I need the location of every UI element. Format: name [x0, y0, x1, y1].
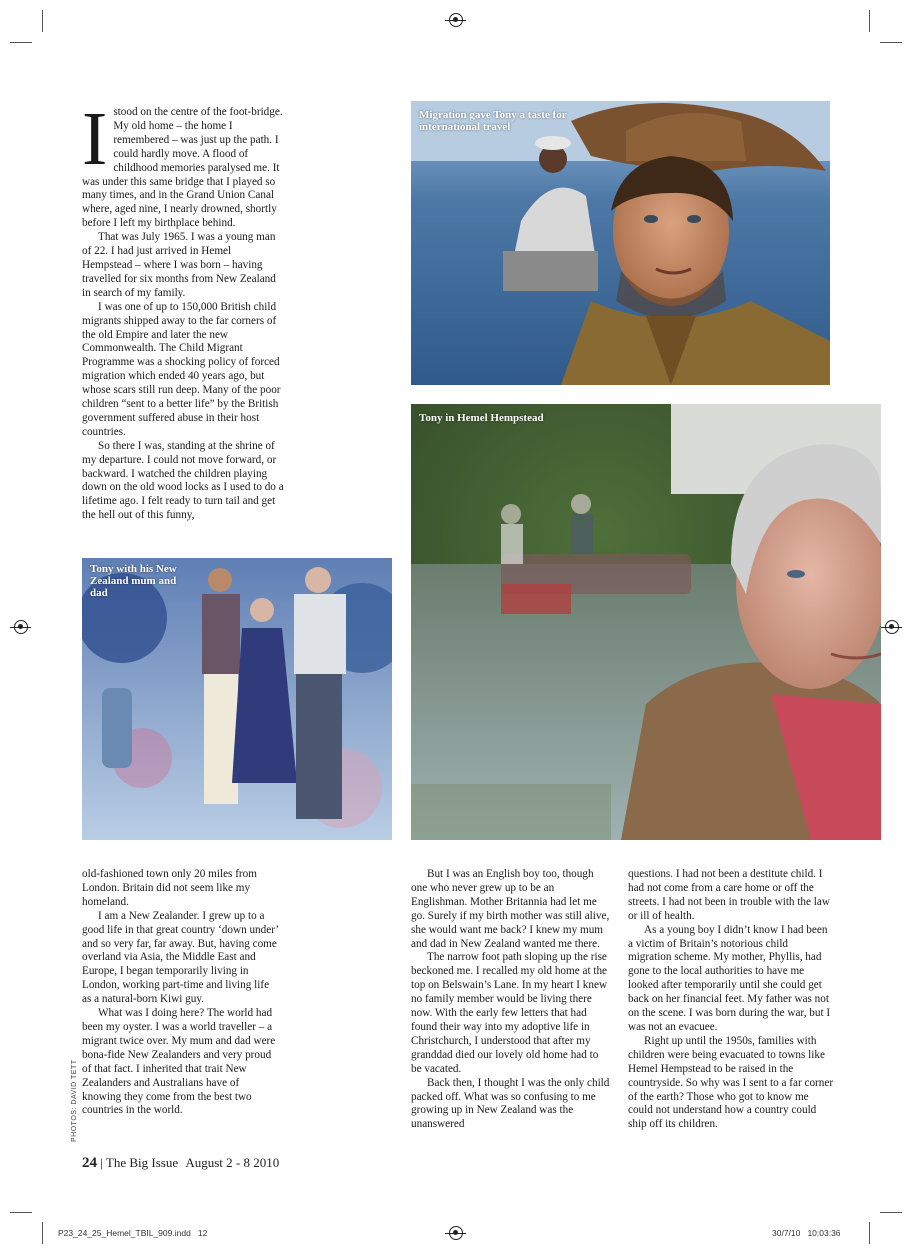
paragraph: Back then, I thought I was the only child packed off. What was so confusing to me growing up in New Zealand was the unanswered	[411, 1076, 610, 1131]
registration-mark-icon	[449, 1226, 463, 1240]
paragraph: As a young boy I didn’t know I had been a victim of Britain’s notorious child migration scheme. My mother, Phyllis, had gone to the local authorities to have me looked after temporarily until she could get back on her financial feet. My father was not on the scene. I was born during the war, but I was not an evacuee.	[628, 923, 831, 1033]
caption-family-photo: Tony with his New Zealand mum and dad	[90, 563, 177, 599]
crop-mark	[869, 1222, 870, 1244]
photo-family-image	[82, 558, 392, 840]
crop-mark	[10, 42, 32, 43]
page-number: 24	[82, 1155, 97, 1171]
slug-filename: P23_24_25_Hemel_TBIL_909.indd 12	[58, 1228, 208, 1238]
crop-mark	[880, 42, 902, 43]
paragraph: old-fashioned town only 20 miles from London. Britain did not seem like my homeland.	[82, 868, 257, 908]
slug-timestamp: 30/7/10 10:03:36	[772, 1228, 841, 1238]
article-column-3	[411, 868, 611, 1132]
crop-mark	[880, 1212, 902, 1213]
photo-older-tony-image	[411, 404, 881, 840]
paragraph: The narrow foot path sloping up the rise beckoned me. I recalled my old home at the top on Belswain’s Lane. In my heart I knew no family member would be living there now. With the early few letters that had found their way into my adoptive life in Christchurch, I understood that after my granddad died our lovely old home had to be vacated.	[411, 951, 608, 1075]
paragraph: But I was an English boy too, though one who never grew up to be an Englishman. Mother Britannia had let me go. Surely if my birth mother was still alive, she would want me back? I knew my mum and dad in New Zealand wanted me there.	[411, 868, 610, 950]
photo-young-tony-image	[411, 101, 830, 385]
registration-mark-icon	[885, 620, 899, 634]
drop-cap: I	[82, 97, 108, 181]
crop-mark	[42, 1222, 43, 1244]
registration-mark-icon	[449, 13, 463, 27]
paragraph: What was I doing here? The world had been my oyster. I was a world traveller – a migrant twice over. My mum and dad were bona-fide New Zealanders and very proud of that fact. I inherited that trait New Zealanders and Australians have of knowing they come from the best two countries in the world.	[82, 1007, 276, 1117]
paragraph: stood on the centre of the foot-bridge. My old home – the home I remembered – was just up the path. I could hardly move. A flood of childhood memories paralysed me. It was under this same bridge that I played so many times, and in the Grand Union Canal where, aged nine, I nearly drowned, shortly before I left my birthplace behind.	[82, 106, 283, 230]
registration-mark-icon	[14, 620, 28, 634]
photo-young-tony	[411, 101, 830, 385]
paragraph: So there I was, standing at the shrine of my departure. I could not move forward, or backward. I watched the children playing down on the old wood locks as I used to do a lifetime ago. I felt ready to turn tail and get the hell out of this funny,	[82, 439, 284, 522]
photo-credit: PHOTOS: DAVID TETT	[71, 1059, 78, 1142]
paragraph: questions. I had not been a destitute child. I had not come from a care home or off the streets. I had not been in trouble with the law or ill of health.	[628, 868, 830, 922]
paragraph: I am a New Zealander. I grew up to a good life in that great country ‘down under’ and so very far, far away. But, having come overland via Asia, the Middle East and Europe, I began temporarily living in London, working part-time and living life as a natural-born Kiwi guy.	[82, 909, 279, 1006]
article-column-1	[82, 97, 284, 523]
page-folio	[82, 1155, 382, 1172]
folio-separator: |	[100, 1155, 103, 1170]
issue-date: August 2 - 8 2010	[185, 1155, 280, 1170]
paragraph: Right up until the 1950s, families with children were being evacuated to towns like Hemel Hempstead to be raised in the countryside. So why was I sent to a far corner of the earth? Those who got to know me could not understand how a country could ship off its children.	[628, 1034, 834, 1131]
crop-mark	[42, 10, 43, 32]
crop-mark	[869, 10, 870, 32]
photo-older-tony	[411, 404, 881, 840]
article-column-4	[628, 868, 834, 1132]
paragraph: I was one of up to 150,000 British child migrants shipped away to the far corners of the old Empire and later the new Commonwealth. The Child Migrant Programme was a shocking policy of forced migration which ended 40 years ago, but whose scars still run deep. Many of the poor children “sent to a better life” by the British government suffered abuse in their host countries.	[82, 300, 281, 438]
caption-middle-photo: Tony in Hemel Hempstead	[419, 412, 544, 424]
publication-name: The Big Issue	[105, 1155, 179, 1170]
article-column-2	[82, 868, 280, 1118]
crop-mark	[10, 1212, 32, 1213]
caption-top-photo: Migration gave Tony a taste for international travel	[419, 109, 567, 133]
paragraph: That was July 1965. I was a young man of 22. I had just arrived in Hemel Hempstead – where I was born – having travelled for six months from New Zealand in search of my family.	[82, 231, 276, 299]
photo-family	[82, 558, 392, 840]
